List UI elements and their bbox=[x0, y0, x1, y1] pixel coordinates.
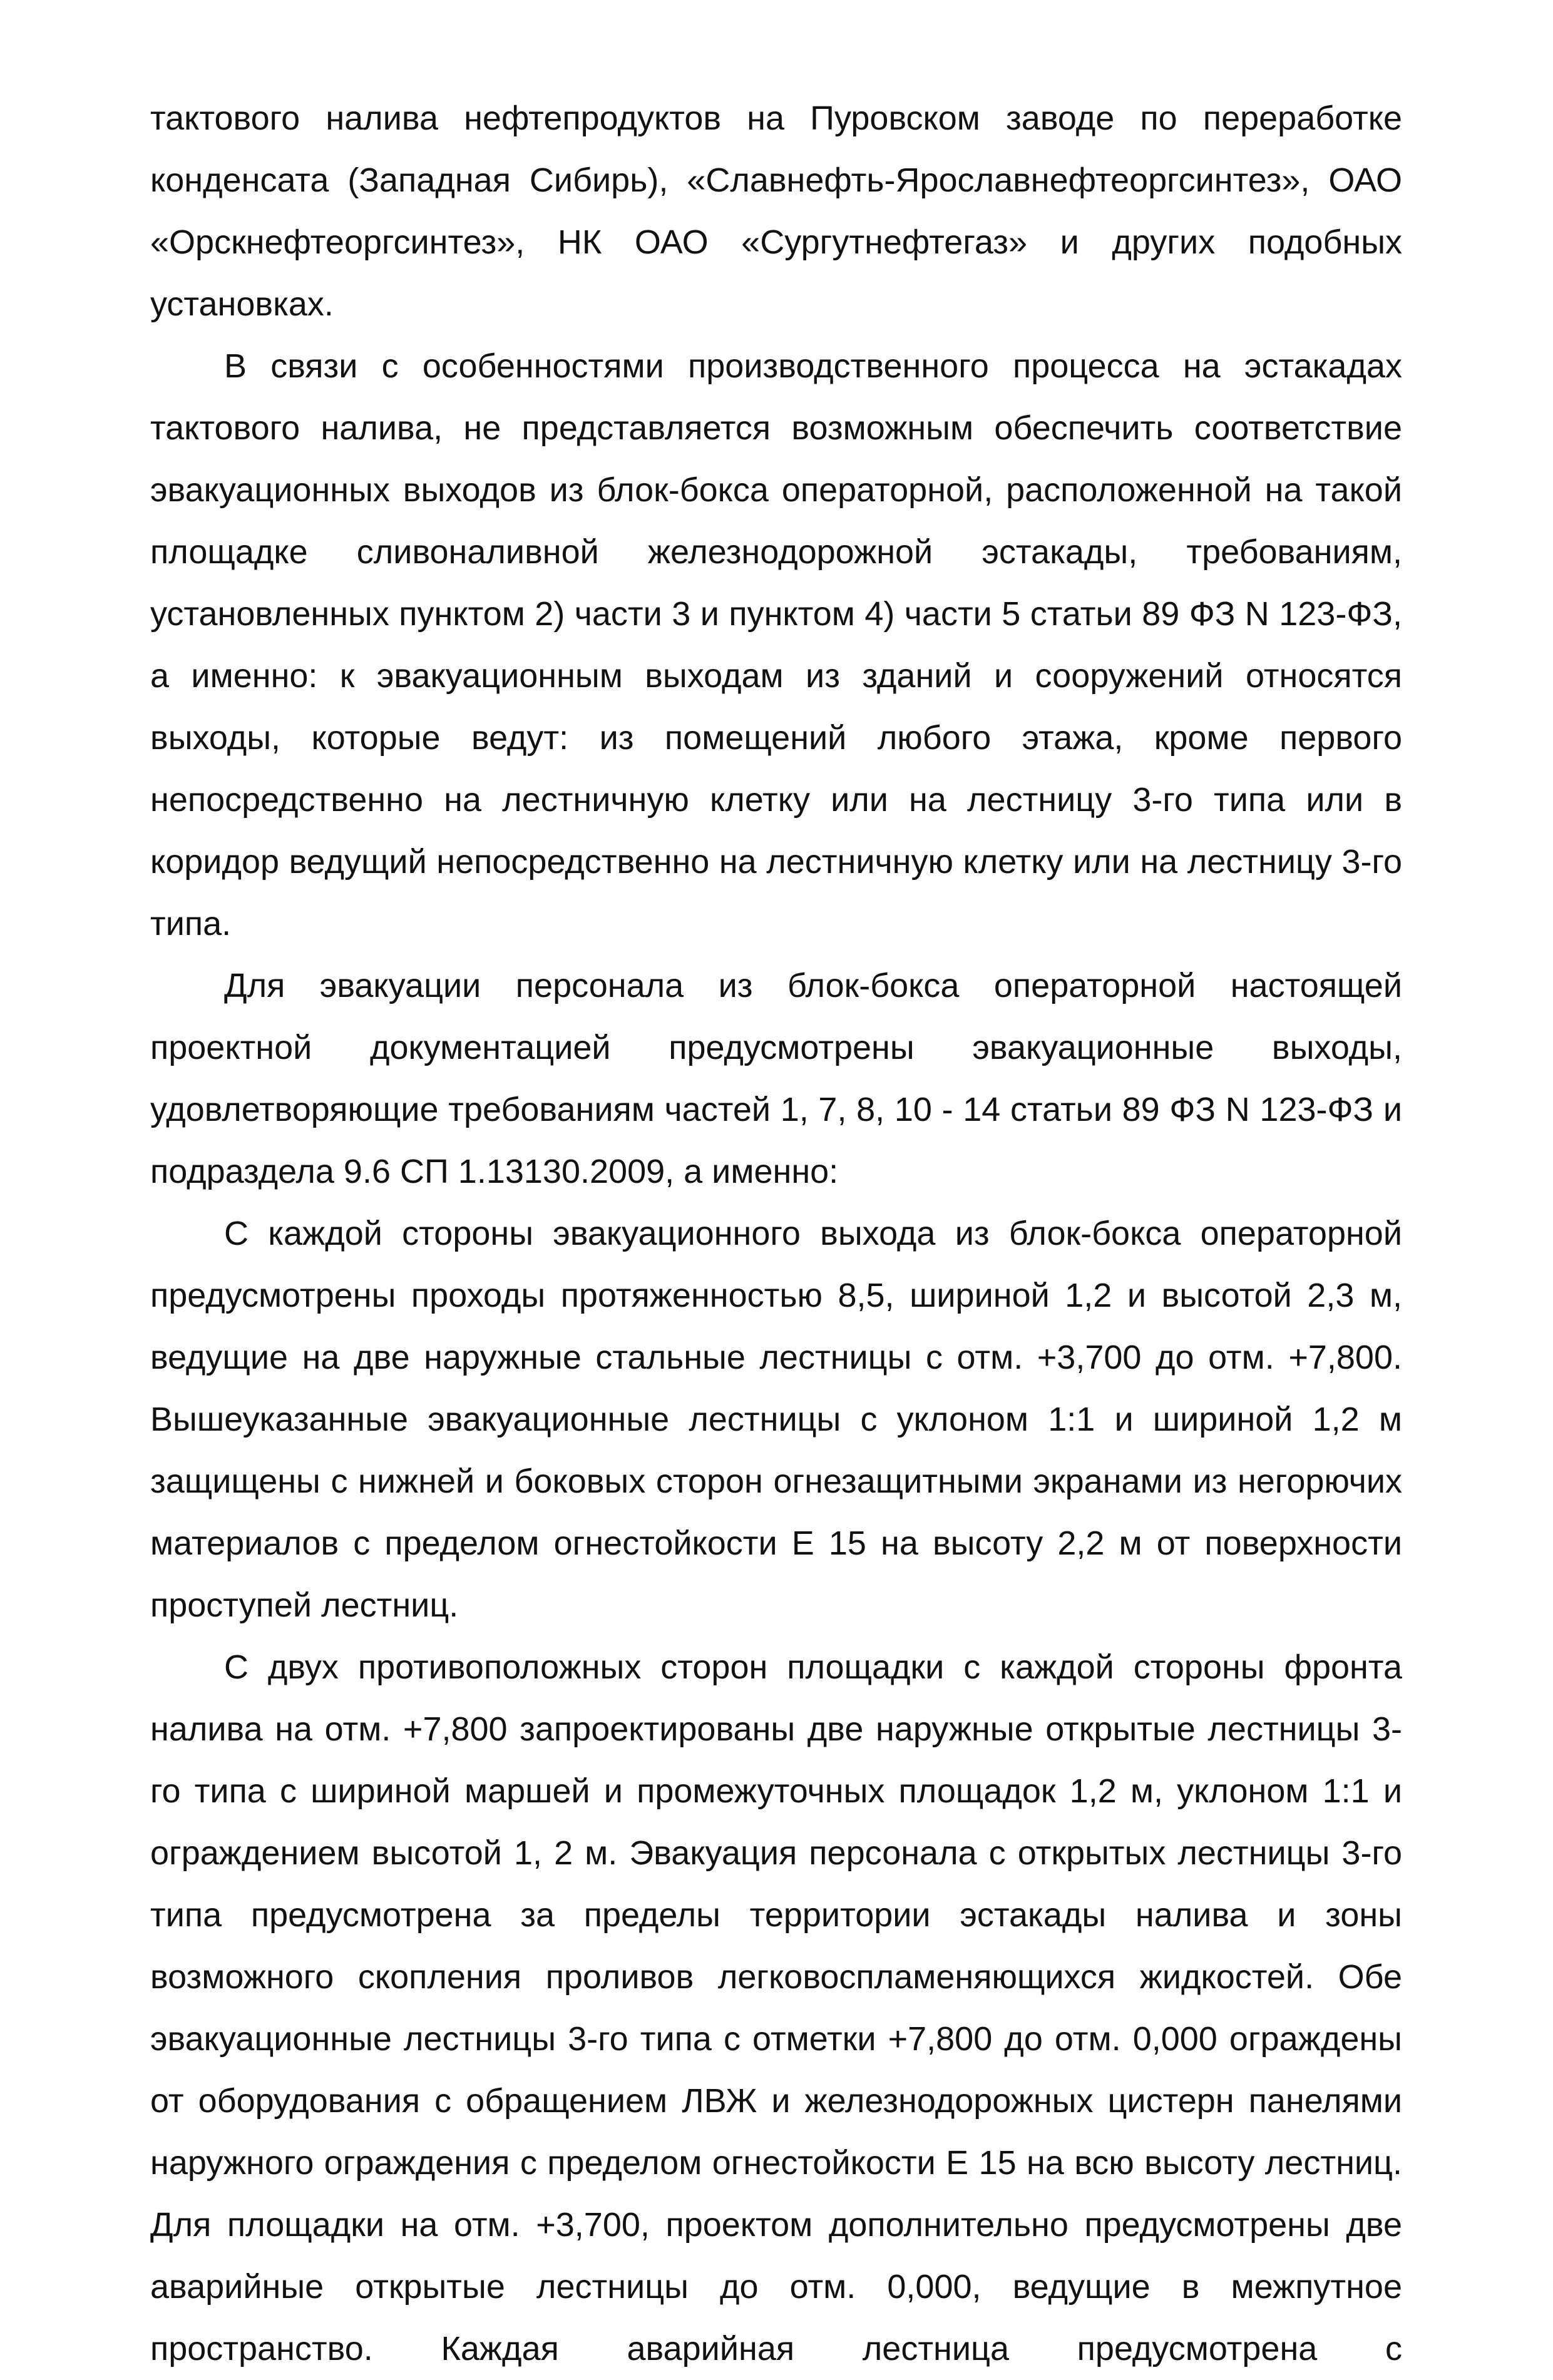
paragraph-2: В связи с особенностями производственного процесса на эстакадах тактового налива, не представляется возможным обеспечить соответствие эвакуационных выходов из блок-бокса операторной, расположенной на такой площадке сливоналивной железнодорожной эстакады, требованиям, установленных пунктом 2) части 3 и пунктом 4) части 5 статьи 89 ФЗ N 123-ФЗ, а именно: к эвакуационным выходам из зданий и сооружений относятся выходы, которые ведут: из помещений любого этажа, кроме первого непосредственно на лестничную клетку или на лестницу 3-го типа или в коридор ведущий непосредственно на лестничную клетку или на лестницу 3-го типа. bbox=[150, 347, 1402, 942]
paragraph-1: тактового налива нефтепродуктов на Пуровском заводе по переработке конденсата (Западная Сибирь), «Славнефть-Ярославнефтеоргсинтез», ОАО «Орскнефтеоргсинтез», НК ОАО «Сургутнефтегаз» и других подобных установках. bbox=[150, 100, 1402, 323]
document-page bbox=[150, 88, 1402, 2367]
paragraph-4: С каждой стороны эвакуационного выхода из блок-бокса операторной предусмотрены проходы протяженностью 8,5, шириной 1,2 и высотой 2,3 м, ведущие на две наружные стальные лестницы с отм. +3,700 до отм. +7,800. Вышеуказанные эвакуационные лестницы с уклоном 1:1 и шириной 1,2 м защищены с нижней и боковых сторон огнезащитными экранами из негорючих материалов с пределом огнестойкости Е 15 на высоту 2,2 м от поверхности проступей лестниц. bbox=[150, 1215, 1402, 1624]
paragraph-3: Для эвакуации персонала из блок-бокса операторной настоящей проектной документацией предусмотрены эвакуационные выходы, удовлетворяющие требованиям частей 1, 7, 8, 10 - 14 статьи 89 ФЗ N 123-ФЗ и подраздела 9.6 СП 1.13130.2009, а именно: bbox=[150, 967, 1402, 1190]
paragraph-5: С двух противоположных сторон площадки с каждой стороны фронта налива на отм. +7,800 запроектированы две наружные открытые лестницы 3-го типа с шириной маршей и промежуточных площадок 1,2 м, уклоном 1:1 и ограждением высотой 1, 2 м. Эвакуация персонала с открытых лестницы 3-го типа предусмотрена за пределы территории эстакады налива и зоны возможного скопления проливов легковоспламеняющихся жидкостей. Обе эвакуационные лестницы 3-го типа с отметки +7,800 до отм. 0,000 ограждены от оборудования с обращением ЛВЖ и железнодорожных цистерн панелями наружного ограждения с пределом огнестойкости Е 15 на всю высоту лестниц. Для площадки на отм. +3,700, проектом дополнительно предусмотрены две аварийные открытые лестницы до отм. 0,000, ведущие в межпутное пространство. Каждая аварийная лестница предусмотрена с bbox=[150, 1648, 1402, 2367]
